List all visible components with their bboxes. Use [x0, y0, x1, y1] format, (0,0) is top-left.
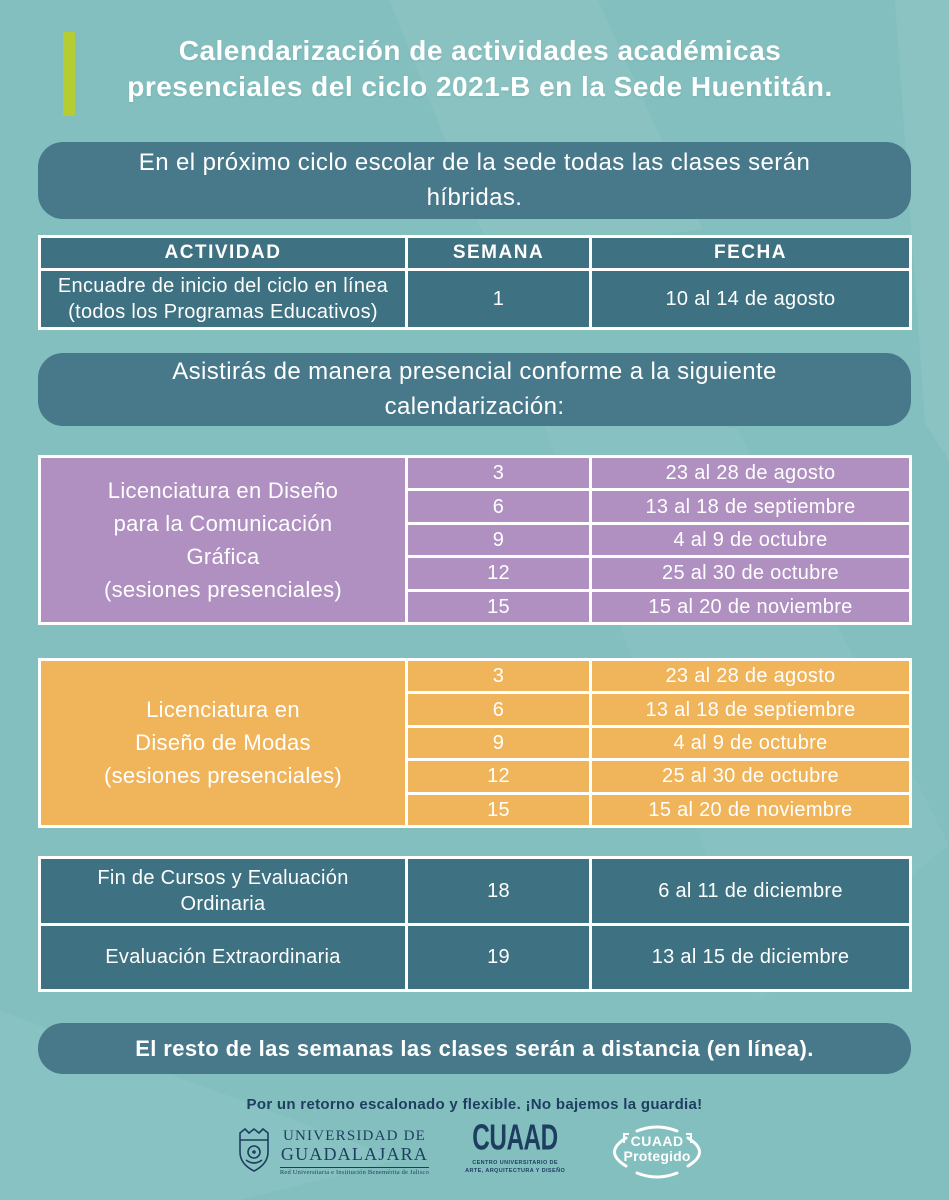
table-cell-semana: 3: [408, 458, 589, 488]
table-cell-fecha: 25 al 30 de octubre: [592, 558, 909, 588]
program-label-line: Diseño de Modas: [135, 730, 311, 756]
table-cell-semana: 19: [408, 926, 589, 990]
program-label-line: Licenciatura en Diseño: [107, 477, 339, 503]
program-label-line: Gráfica: [186, 543, 260, 569]
cell-text-line: Fin de Cursos y Evaluación: [97, 866, 349, 889]
cell-text-line: Evaluación Extraordinaria: [105, 946, 341, 969]
udg-logo: [236, 1126, 429, 1179]
cell-text-line: Ordinaria: [180, 892, 266, 915]
column-header-fecha: FECHA: [592, 238, 909, 268]
program-label: [41, 458, 405, 622]
banner-text-line: calendarización:: [384, 392, 565, 420]
udg-name-line: UNIVERSIDAD DE: [282, 1128, 426, 1145]
program-label-line: (sesiones presenciales): [103, 763, 342, 789]
bracket-icon: [686, 1133, 692, 1143]
table-cell-fecha: 25 al 30 de octubre: [592, 761, 909, 791]
banner-hybrid-classes: [38, 142, 911, 219]
table-comunicacion-grafica: [38, 455, 912, 625]
column-header-semana: SEMANA: [408, 238, 589, 268]
table-cell-fecha: 15 al 20 de noviembre: [592, 592, 909, 622]
table-cell-semana: 15: [408, 795, 589, 825]
cuaad-protegido-badge: [601, 1124, 713, 1180]
program-label-line: para la Comunicación: [113, 510, 333, 536]
table-cell-actividad: [41, 926, 405, 990]
cell-text-line: (todos los Programas Educativos): [68, 301, 378, 323]
banner-text-line: Asistirás de manera presencial conforme a la siguiente: [172, 357, 777, 385]
page-title: [50, 33, 910, 106]
table-cell-actividad: [41, 271, 405, 327]
protegido-line1: [601, 1133, 713, 1149]
page-title-line: presenciales del ciclo 2021-B en la Sede Huentitán.: [127, 71, 833, 103]
table-cell-fecha: 23 al 28 de agosto: [592, 661, 909, 691]
banner-text-line: En el próximo ciclo escolar de la sede todas las clases serán: [138, 148, 811, 176]
cuaad-tagline-line: ARTE, ARQUITECTURA Y DISEÑO: [465, 1167, 566, 1174]
table-cell-semana: 3: [408, 661, 589, 691]
table-cell-semana: 12: [408, 558, 589, 588]
table-cell-semana: 12: [408, 761, 589, 791]
column-header-actividad: ACTIVIDAD: [41, 238, 405, 268]
table-cell-fecha: 10 al 14 de agosto: [592, 271, 909, 327]
table-cell-semana: 1: [408, 271, 589, 327]
banner-presencial-schedule: [38, 353, 911, 426]
table-diseno-modas: [38, 658, 912, 828]
banner-distance-classes: [38, 1023, 911, 1074]
table-cell-fecha: 13 al 15 de diciembre: [592, 926, 909, 990]
footer-slogan: Por un retorno escalonado y flexible. ¡No bajemos la guardia!: [246, 1096, 703, 1113]
table-cell-fecha: 15 al 20 de noviembre: [592, 795, 909, 825]
protegido-text: CUAAD: [630, 1133, 684, 1149]
table-cell-fecha: 4 al 9 de octubre: [592, 728, 909, 758]
table-cell-fecha: 4 al 9 de octubre: [592, 525, 909, 555]
table-cell-fecha: 13 al 18 de septiembre: [592, 491, 909, 521]
table-cell-semana: 9: [408, 525, 589, 555]
table-cell-semana: 18: [408, 859, 589, 923]
closing-table: [38, 856, 912, 992]
cell-text-line: Encuadre de inicio del ciclo en línea: [57, 275, 389, 297]
table-cell-semana: 6: [408, 694, 589, 724]
table-cell-actividad: [41, 859, 405, 923]
udg-crest-icon: [236, 1126, 272, 1179]
program-label-line: (sesiones presenciales): [103, 576, 342, 602]
program-label: [41, 661, 405, 825]
cuaad-tagline: [465, 1160, 565, 1175]
udg-divider: [280, 1167, 429, 1168]
activity-table: [38, 235, 912, 330]
table-cell-fecha: 6 al 11 de diciembre: [592, 859, 909, 923]
table-cell-semana: 9: [408, 728, 589, 758]
table-cell-semana: 6: [408, 491, 589, 521]
udg-wordmark: [280, 1128, 429, 1175]
footer-logos: [0, 1116, 949, 1182]
bracket-icon: [623, 1133, 629, 1143]
udg-name-line: GUADALAJARA: [280, 1143, 429, 1164]
program-label-line: Licenciatura en: [146, 697, 300, 723]
udg-tagline: Red Universitaria e Institución Benemérita de Jalisco: [279, 1168, 430, 1176]
cuaad-logo: [465, 1116, 566, 1175]
cuaad-wordmark: CUAAD: [472, 1116, 558, 1158]
table-cell-fecha: 23 al 28 de agosto: [592, 458, 909, 488]
banner-text-line: El resto de las semanas las clases serán a distancia (en línea).: [135, 1035, 814, 1061]
banner-text-line: híbridas.: [426, 183, 523, 211]
cuaad-tagline-line: CENTRO UNIVERSITARIO DE: [472, 1159, 559, 1166]
table-cell-fecha: 13 al 18 de septiembre: [592, 694, 909, 724]
table-cell-semana: 15: [408, 592, 589, 622]
page-title-line: Calendarización de actividades académicas: [178, 35, 782, 66]
protegido-line2: Protegido: [623, 1148, 691, 1164]
